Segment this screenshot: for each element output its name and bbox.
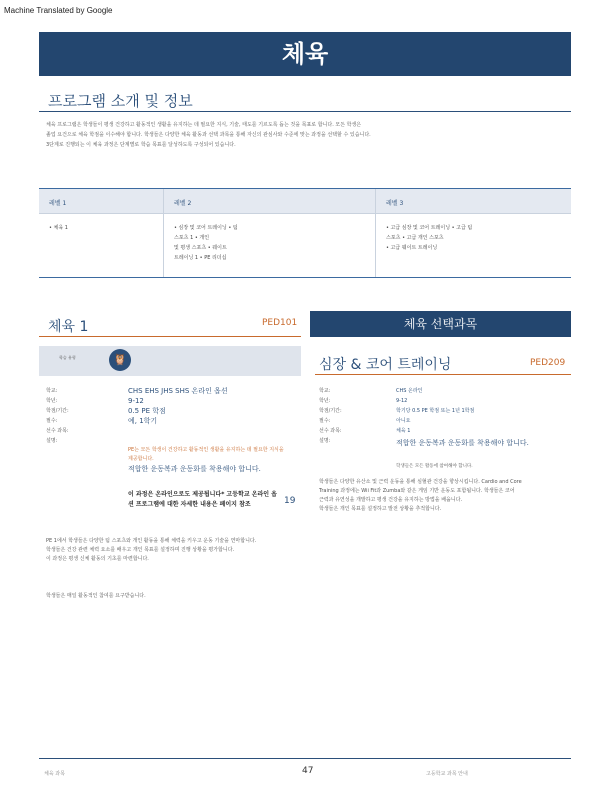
course-divider: [39, 336, 301, 337]
intro-line: 3단계로 진행되는 이 체육 과정은 단계별로 학습 목표를 달성하도록 구성되어 있습니다.: [46, 142, 236, 148]
course-attire-note: 적합한 운동복과 운동화를 착용해야 합니다.: [128, 465, 261, 473]
level-1-title: 레벨 1: [49, 200, 67, 207]
value-credit: 학기당 0.5 PE 학점 또는 1년 1학점: [396, 408, 475, 414]
level-3-column: [375, 189, 572, 277]
label-credit: 학점/기간:: [319, 408, 342, 414]
value-grade: 9-12: [396, 398, 408, 404]
electives-header: 체육 선택과목: [310, 311, 571, 337]
footer-divider: [39, 758, 571, 759]
page-banner: [39, 32, 571, 76]
value-credit: 0.5 PE 학점: [128, 407, 166, 415]
page-reference: 19: [284, 496, 296, 506]
intro-line: 졸업 요건으로 체육 학점을 이수해야 합니다. 학생들은 다양한 체육 활동과 선택 과목을 통해 자신의 관심사와 수준에 맞는 과정을 선택할 수 있습니다.: [46, 132, 371, 138]
level-item: • 고급 심장 및 코어 트레이닝 • 고급 팀: [386, 225, 473, 231]
label-required: 필수:: [46, 418, 58, 424]
level-1-column: [39, 189, 163, 277]
footer-left-text: 체육 과목: [44, 771, 65, 777]
course-values: [396, 386, 566, 436]
level-1-items: [49, 223, 68, 233]
desc-line: 학생들은 건강 관련 체력 요소를 배우고 개인 목표를 설정하며 진행 상황을 평가합니다.: [46, 547, 235, 553]
page-number: 47: [302, 766, 314, 776]
course-desc-red: PE는 모든 학생이 건강하고 활동적인 생활을 유지하는 데 필요한 지식을 제공합니다.: [128, 447, 284, 462]
course-attire-note: 적합한 운동복과 운동화를 착용해야 합니다.: [396, 439, 529, 447]
label-school: 학교:: [319, 388, 331, 394]
desc-line: 학생들은 개인 목표를 설정하고 발전 상황을 추적합니다.: [319, 506, 442, 512]
level-item: • 심장 및 코어 트레이닝 • 팀: [174, 225, 238, 231]
participation-note: 학생들은 모든 활동에 참여해야 합니다.: [396, 464, 473, 469]
course-footnote: 학생들은 매일 활동적인 참여를 요구받습니다.: [46, 593, 146, 599]
course-divider: [315, 374, 571, 375]
value-prereq: 체육 1: [396, 428, 411, 434]
value-grade: 9-12: [128, 397, 144, 405]
label-prereq: 선수 과목:: [46, 428, 69, 434]
course-labels: [319, 386, 342, 446]
level-item: • 체육 1: [49, 225, 68, 231]
banner-title: 체육: [281, 40, 329, 68]
level-2-title: 레벨 2: [174, 200, 192, 207]
level-item: 스포츠 • 고급 개인 스포츠: [386, 235, 444, 241]
level-3-items: [386, 223, 472, 253]
level-item: 트레이닝 1 • PE 리더십: [174, 255, 227, 261]
label-prereq: 선수 과목:: [319, 428, 342, 434]
label-school: 학교:: [46, 388, 58, 394]
course-values: [128, 386, 228, 426]
section-divider: [39, 111, 571, 112]
machine-translated-label: Machine Translated by Google: [4, 6, 113, 15]
desc-line: 학생들은 다양한 유산소 및 근력 운동을 통해 심혈관 건강을 향상시킵니다. Cardio and Core: [319, 479, 522, 485]
course-description: [319, 478, 571, 514]
label-grade: 학년:: [46, 398, 58, 404]
course-code: PED101: [262, 318, 298, 328]
label-required: 필수:: [319, 418, 331, 424]
level-item: • 고급 웨이트 트레이닝: [386, 245, 438, 251]
owl-icon: 🦉: [109, 349, 131, 371]
desc-line: PE 1에서 학생들은 다양한 팀 스포츠와 개인 활동을 통해 체력을 키우고 운동 기술을 연마합니다.: [46, 538, 257, 544]
label-credit: 학점/기간:: [46, 408, 69, 414]
levels-table: [39, 188, 571, 278]
label-grade: 학년:: [319, 398, 331, 404]
course-labels: [46, 386, 69, 446]
learning-type-box: [39, 346, 301, 376]
course-code: PED209: [530, 358, 566, 368]
level-3-title: 레벨 3: [386, 200, 404, 207]
footer-right-text: 고등학교 과목 안내: [426, 771, 468, 777]
value-required: 예, 1학기: [128, 417, 158, 425]
label-description: 설명:: [46, 438, 58, 444]
desc-line: 이 과정은 평생 신체 활동의 기초를 마련합니다.: [46, 556, 149, 562]
level-2-items: [174, 223, 238, 263]
value-school: CHS EHS JHS SHS 온라인 옵션: [128, 387, 228, 395]
section-title: 프로그램 소개 및 정보: [48, 92, 193, 110]
course-title: 체육 1: [48, 319, 89, 335]
desc-line: 근력과 유연성을 개발하고 평생 건강을 유지하는 방법을 배웁니다.: [319, 497, 463, 503]
course-title: 심장 & 코어 트레이닝: [319, 357, 452, 373]
desc-line: Training 과정에는 Wii Fit과 Zumba와 같은 게임 기반 운동도 포함됩니다. 학생들은 코어: [319, 488, 515, 494]
course-description: [46, 537, 296, 564]
level-item: 및 평생 스포츠 • 웨이트: [174, 245, 227, 251]
learning-type-label: 학습 유형: [59, 355, 76, 360]
label-description: 설명:: [319, 438, 331, 444]
value-school: CHS 온라인: [396, 388, 423, 394]
online-note: 이 과정은 온라인으로도 제공됩니다* 고등학교 온라인 옵션 프로그램에 대한 자세한 내용은 페이지 참조: [128, 491, 277, 508]
intro-paragraph: [46, 120, 566, 150]
value-required: 아니요: [396, 418, 411, 424]
level-2-column: [163, 189, 376, 277]
level-item: 스포츠 1 • 개인: [174, 235, 210, 241]
intro-line: 체육 프로그램은 학생들이 평생 건강하고 활동적인 생활을 유지하는 데 필요한 지식, 기술, 태도를 기르도록 돕는 것을 목표로 합니다. 모든 학생은: [46, 122, 362, 128]
